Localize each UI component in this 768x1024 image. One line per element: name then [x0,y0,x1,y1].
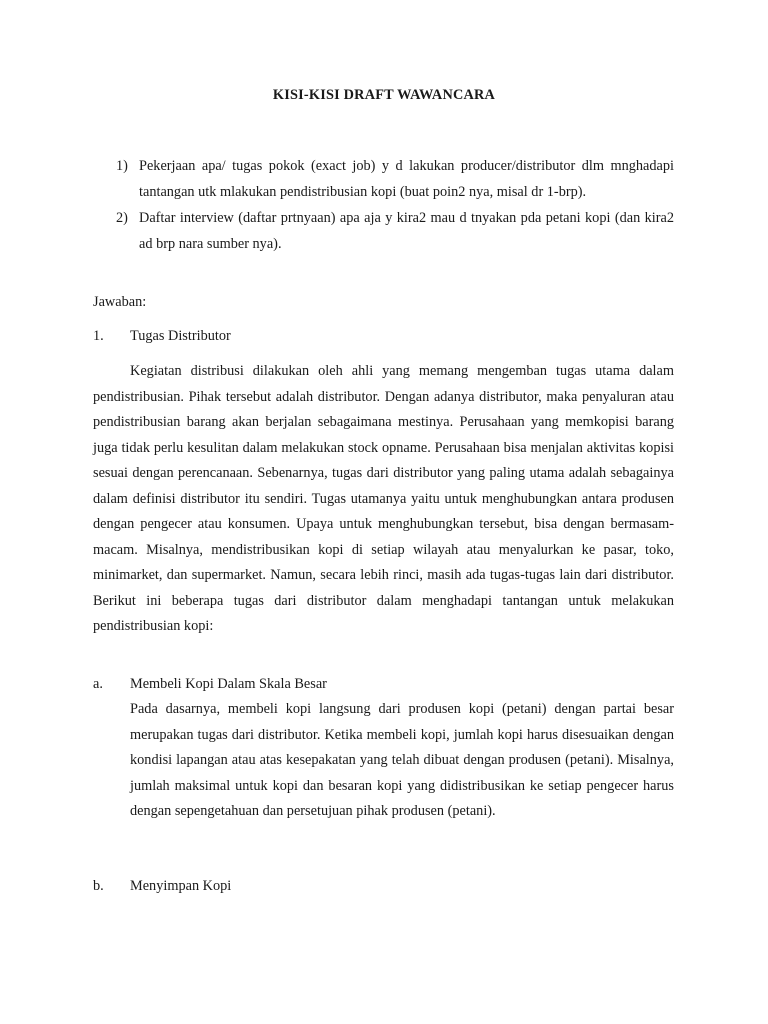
section-number: 1. [93,328,104,344]
section-title: Tugas Distributor [130,328,231,344]
question-list [116,153,674,257]
list-item [116,205,674,257]
subsection-number: b. [93,878,104,894]
list-item-number: 2) [116,210,128,226]
subsection-heading [93,674,327,694]
section-paragraph: Kegiatan distribusi dilakukan oleh ahli yang memang mengemban tugas utama dalam pendistribusian. Pihak tersebut adalah distributor. Dengan adanya distributor, maka penyaluran atau pendistribusian barang akan berjalan sebagaimana mestinya. Perusahaan yang memkopisi barang juga tidak perlu kesulitan dalam melakukan stock opname. Perusahaan bisa menjalan aktivitas kopisi sesuai dengan perencanaan. Sebenarnya, tugas dari distributor yang paling utama adalah sebagainya dalam definisi distributor itu sendiri. Tugas utamanya yaitu untuk menghubungkan antara produsen dengan pengecer atau konsumen. Upaya untuk menghubungkan tersebut, bisa dengan bermasam-macam. Misalnya, mendistribusikan kopi di setiap wilayah atau menyalurkan ke pasar, toko, minimarket, dan supermarket. Namun, secara lebih rinci, masih ada tugas-tugas lain dari distributor. Berikut ini beberapa tugas dari distributor dalam menghadapi tantangan untuk melakukan pendistribusian kopi: [93,363,674,634]
subsection-heading [93,876,231,896]
answer-label: Jawaban: [93,294,147,310]
list-item-text: Pekerjaan apa/ tugas pokok (exact job) y d lakukan producer/distributor dlm mnghadapi tantangan utk mlakukan pendistribusian kopi (buat poin2 nya, misal dr 1-brp). [139,158,674,200]
section-heading [93,326,231,346]
subsection-title: Membeli Kopi Dalam Skala Besar [130,676,327,692]
list-item-number: 1) [116,158,128,174]
list-item-text: Daftar interview (daftar prtnyaan) apa aja y kira2 mau d tnyakan pda petani kopi (dan kira2 ad brp nara sumber nya). [139,210,674,252]
subsection-paragraph: Pada dasarnya, membeli kopi langsung dari produsen kopi (petani) dengan partai besar merupakan tugas dari distributor. Ketika membeli kopi, jumlah kopi harus disesuaikan dengan kondisi lapangan atau atas kesepakatan yang telah dibuat dengan produsen (petani). Misalnya, jumlah maksimal untuk kopi dan besaran kopi yang didistribusikan ke setiap pengecer harus dengan sepengetahuan dan persetujuan pihak produsen (petani). [130,701,674,819]
subsection-title: Menyimpan Kopi [130,878,232,894]
subsection-number: a. [93,676,103,692]
document-title: KISI-KISI DRAFT WAWANCARA [272,87,496,103]
list-item [116,153,674,205]
